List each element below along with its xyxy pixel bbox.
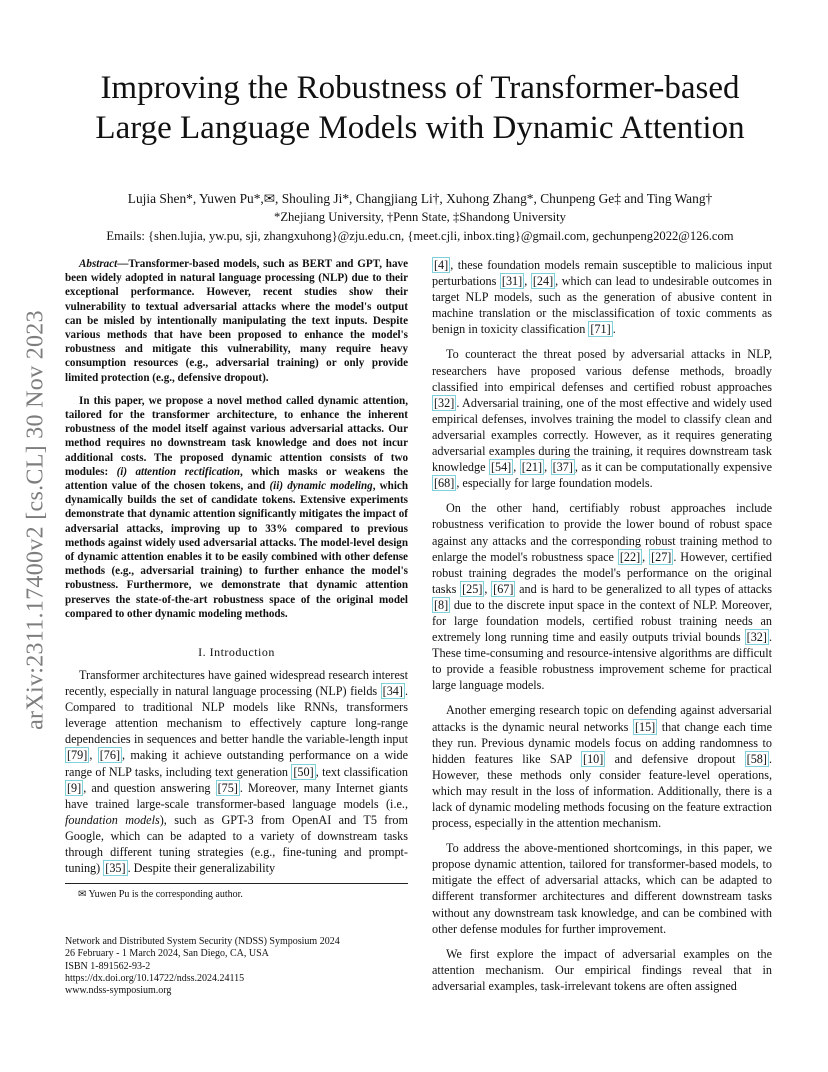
citation-link[interactable]: [25] [462,581,483,596]
citation-link[interactable]: [9] [67,780,82,795]
body-paragraph: We first explore the impact of adversarial examples on the attention mechanism. Our empirical findings reveal that in adversarial examples, task-irrelevant tokens are often assigned [432,946,772,993]
arxiv-id[interactable]: arXiv:2311.17400v2 [cs.CL] 30 Nov 2023 [22,310,49,730]
citation-link[interactable]: [8] [434,597,449,612]
abstract-paragraph-2: In this paper, we propose a novel method called dynamic attention, tailored for the transformer architecture, to enhance the inherent robustness of the model itself against various adversarial attacks. Our method requires no downstream task knowledge and does not incur additional costs. The proposed dynamic attention consists of two modules: (i) attention rectification, which masks or weakens the attention value of the chosen tokens, and (ii) dynamic modeling, which dynamically builds the set of candidate tokens. Extensive experiments demonstrate that dynamic attention significantly mitigates the impact of adversarial attacks, improving up to 33% compared to previous methods against widely used adversarial attacks. The model-level design of dynamic attention enables it to be easily combined with other defense methods (e.g., adversarial training) to further enhance the model's robustness. Furthermore, we demonstrate that dynamic attention preserves the state-of-the-art robustness space of the original model compared to other dynamic modeling methods. [65,394,409,620]
citation-link[interactable]: [22] [619,549,641,564]
abstract-paragraph-1: Abstract—Transformer-based models, such as BERT and GPT, have been widely adopted in natural language processing (NLP) due to their exceptional performance. However, recent studies show their vulnerability to textual adversarial attacks where the model's output can be misled by intentionally manipulating the text inputs. Despite various methods that have been proposed to enhance the model's robustness and mitigate this vulnerability, many require heavy consumption resources (e.g., adversarial training) or only provide limited protection (e.g., defensive dropout). [65,258,408,384]
citation-link[interactable]: [4] [434,258,449,272]
citation-link[interactable]: [79] [67,748,88,763]
body-paragraph: To counteract the threat posed by adversarial attacks in NLP, researchers have proposed various defense methods, broadly classified into empirical defenses and certified robust approaches [32] . Adversarial training, one of the most effective and widely used empirical defenses, involves training the model to classify clean and adversarial examples correctly. However, as it requires generating adversarial examples during the training, it requires downstream task knowledge [54] , [21] , [37] , as it can be computationally expensive [68] , especially for large foundation models. [432,347,772,491]
citation-link[interactable]: [75] [217,780,238,795]
citation-link[interactable]: [34] [382,684,403,699]
section-heading-introduction: I. Introduction [198,645,275,659]
arxiv-watermark [18,280,54,760]
citation-link[interactable]: [76] [99,748,121,763]
citation-link[interactable]: [24] [532,274,554,289]
citation-link[interactable]: [31] [501,274,523,289]
citation-link[interactable]: [35] [105,861,126,876]
citation-link[interactable]: [58] [746,751,767,766]
footnote-corresponding-author: ✉ Yuwen Pu is the corresponding author. [78,889,243,900]
citation-link[interactable]: [32] [746,630,767,645]
citation-link[interactable]: [15] [634,719,656,734]
abstract [65,257,408,630]
citation-link[interactable]: [50] [293,764,314,779]
body-paragraph: On the other hand, certifiably robust approaches include robustness verification to provide the lower bound of robust space against any attacks and the corresponding robust training method to enlarge the model's robustness space [22] , [27] . However, certified robust training degrades the model's performance on the original tasks [25] , [67] and is hard to be generalized to all types of attacks [8] due to the discrete input space in the context of NLP. Moreover, for large foundation models, certified robust training needs an extremely long running time and easily outputs trivial bounds [32] . These time-consuming and resource-intensive algorithms are difficult to provide a feasible robustness improvement scheme for practical large language models. [432,501,773,693]
conference-info: Network and Distributed System Security (NDSS) Symposium 2024 26 February - 1 March 2024, San Diego, CA, USA ISBN 1-891562-93-2 https://dx.doi.org/10.14722/ndss.2024.24115 www.ndss-symposium.org [65,936,340,997]
right-column-text [432,257,772,1003]
symposium-website-link[interactable]: www.ndss-symposium.org [65,985,172,997]
body-paragraph: To address the above-mentioned shortcomings, in this paper, we propose dynamic attention, tailored for transformer-based models, to mitigate the effect of adversarial attacks, which can be adapted to different transformer architectures and different downstream tasks without any downstream task knowledge, and can be combined with other defense modules for further improvement. [432,841,772,936]
doi-link[interactable]: https://dx.doi.org/10.14722/ndss.2024.24115 [65,972,245,984]
body-paragraph: Another emerging research topic on defending against adversarial attacks is the dynamic neural networks [15] that change each time they run. Previous dynamic models focus on adding randomness to hidden features like SAP [10] and defensive dropout [58] . However, these methods only consider feature-level operations, which may result in the loss of information. Additionally, there is a lack of dynamic modeling methods focusing on the feature extraction process, especially in the attention mechanism. [432,703,772,831]
author-emails: Emails: {shen.lujia, yw.pu, sji, zhangxuhong}@zju.edu.cn, {meet.cjli, inbox.ting}@gmail.com, gechunpeng2022@126.com [106,229,734,243]
citation-link[interactable]: [32] [434,395,455,410]
author-list: Lujia Shen*, Yuwen Pu*,✉, Shouling Ji*, Changjiang Li†, Xuhong Zhang*, Chunpeng Ge‡ and Ting Wang† [127,191,713,206]
citation-link[interactable]: [54] [490,460,512,475]
paper-title: Improving the Robustness of Transformer-based Large Language Models with Dynamic Attention [95,70,745,146]
body-paragraph: [4] , these foundation models remain susceptible to malicious input perturbations [31] , [24] , which can lead to undesirable outcomes in target NLP models, such as the generation of abusive content in machine translation or the misclassification of toxic comments as benign in toxicity classification [71] . [432,258,773,337]
intro-paragraph-1: Transformer architectures have gained widespread research interest recently, especially in natural language processing (NLP) fields [34] . Compared to traditional NLP models like RNNs, transformers leverage attention mechanism to effectively capture long-range dependencies in sequences and better handle the variable-length input [79] , [76] , making it achieve outstanding performance on a wide range of NLP tasks, including text generation [50] , text classification [9] , and question answering [75] . Moreover, many Internet giants have trained large-scale transformer-based language models (i.e., foundation models), such as GPT-3 from OpenAI and T5 from Google, which can be adapted to a variety of downstream tasks through different tuning strategies (e.g., fine-tuning and prompt-tuning) [35] . Despite their generalizability [65,668,409,876]
citation-link[interactable]: [71] [590,322,611,337]
citation-link[interactable]: [37] [552,460,573,475]
citation-link[interactable]: [21] [521,460,543,475]
footnote-divider [65,883,408,884]
citation-link[interactable]: [67] [493,581,514,596]
introduction-text [65,667,408,885]
affiliations: *Zhejiang University, †Penn State, ‡Shandong University [274,210,566,224]
citation-link[interactable]: [10] [583,751,604,766]
citation-link[interactable]: [27] [651,549,672,564]
abstract-label: Abstract [79,258,118,270]
citation-link[interactable]: [68] [434,476,455,491]
